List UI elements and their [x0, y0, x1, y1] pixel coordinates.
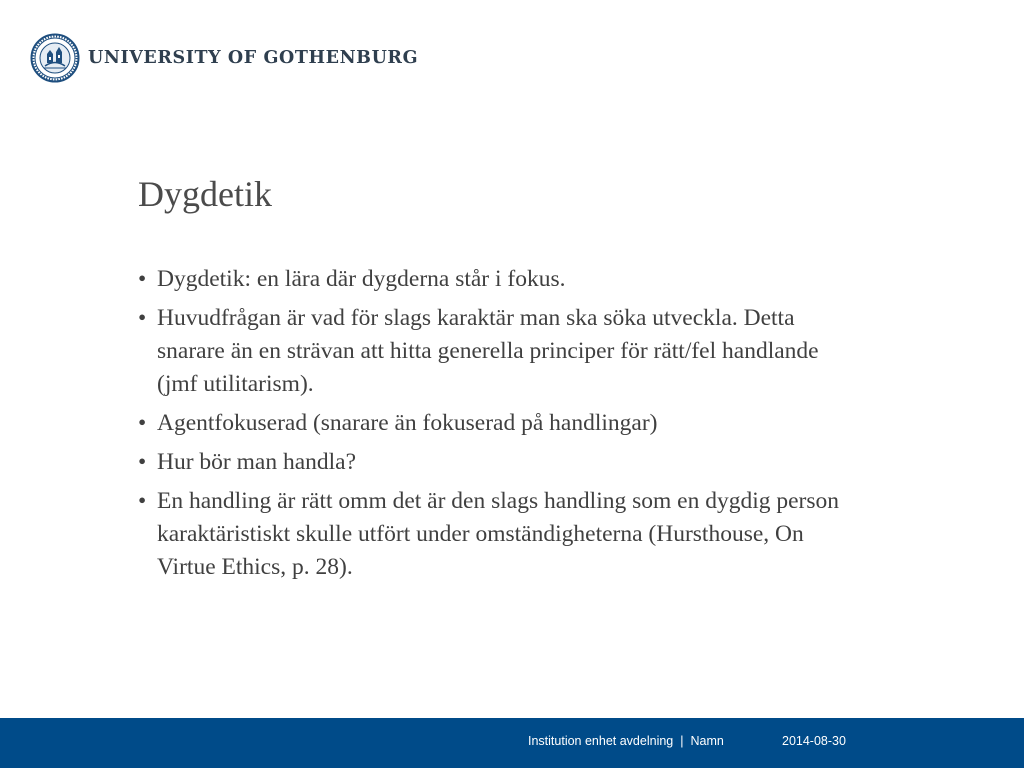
footer-bar — [0, 718, 1024, 768]
bullet-text: En handling är rätt omm det är den slags handling som en dygdig person karaktäristiskt skulle utfört under omständigheterna (Hursthouse, On Virtue Ethics, p. 28). — [157, 488, 840, 580]
bullet-dot-icon: • — [138, 488, 147, 514]
bullet-item — [138, 407, 858, 440]
slide-title: Dygdetik — [138, 174, 272, 214]
bullet-text: Agentfokuserad (snarare än fokuserad på handlingar) — [157, 410, 658, 436]
bullet-item — [138, 263, 858, 296]
bullet-text: Dygdetik: en lära där dygderna står i fokus. — [157, 266, 566, 292]
bullet-text: Huvudfrågan är vad för slags karaktär man ska söka utveckla. Detta snarare än en strävan att hitta generella principer för rätt/fel handlande (jmf utilitarism). — [157, 305, 819, 397]
bullet-dot-icon: • — [138, 410, 147, 436]
bullet-dot-icon: • — [138, 449, 147, 475]
footer-institution-text: Institution enhet avdelning — [528, 734, 674, 748]
bullet-item — [138, 485, 858, 584]
footer-separator: | — [680, 734, 684, 748]
bullet-item — [138, 446, 858, 479]
university-logo — [30, 33, 418, 83]
bullet-list — [138, 263, 858, 590]
bullet-dot-icon: • — [138, 305, 147, 331]
bullet-dot-icon: • — [138, 266, 147, 292]
footer-date: 2014-08-30 — [782, 734, 846, 748]
footer-name: Namn — [690, 734, 724, 748]
university-name: UNIVERSITY OF GOTHENBURG — [88, 48, 419, 68]
bullet-item — [138, 302, 858, 401]
footer-institution — [528, 734, 724, 748]
bullet-text: Hur bör man handla? — [157, 449, 357, 475]
university-seal-icon — [30, 33, 80, 83]
